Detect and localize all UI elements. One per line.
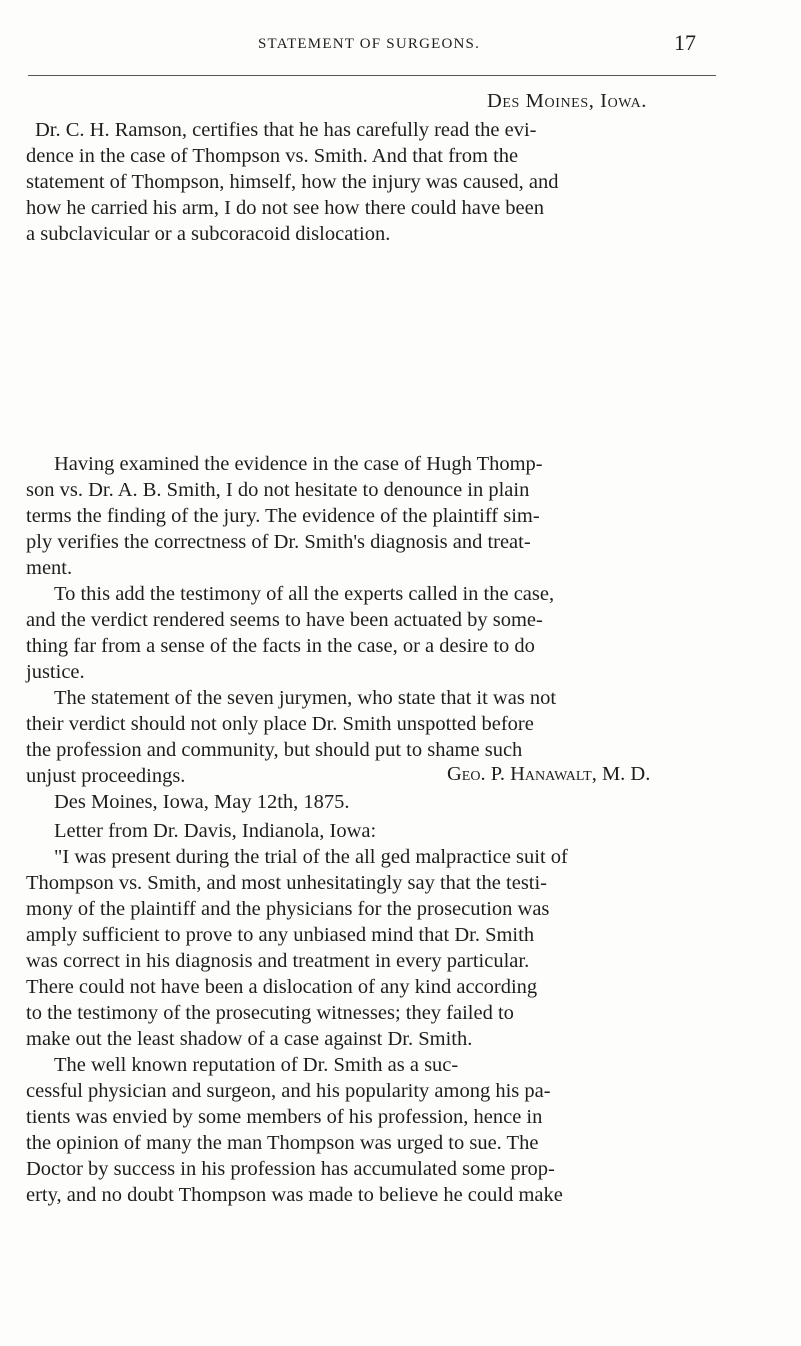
- paragraph-line: justice.: [26, 661, 85, 683]
- paragraph-line: their verdict should not only place Dr. Smith unspotted before: [26, 713, 534, 735]
- paragraph-line: Having examined the evidence in the case of Hugh Thomp-: [54, 453, 543, 475]
- paragraph-line: ply verifies the correctness of Dr. Smith's diagnosis and treat-: [26, 531, 531, 553]
- paragraph-line: thing far from a sense of the facts in the case, or a desire to do: [26, 635, 535, 657]
- paragraph-line: The well known reputation of Dr. Smith as a suc-: [54, 1054, 459, 1076]
- signature: Geo. P. Hanawalt, M. D.: [447, 763, 651, 785]
- hanawalt-statement: [26, 451, 718, 815]
- paragraph-line: To this add the testimony of all the experts called in the case,: [54, 583, 555, 605]
- paragraph-line: cessful physician and surgeon, and his popularity among his pa-: [26, 1080, 551, 1102]
- running-head: [0, 30, 801, 60]
- paragraph-line: Thompson vs. Smith, and most unhesitatingly say that the testi-: [26, 872, 548, 894]
- paragraph-line: the profession and community, but should put to shame such: [26, 739, 523, 761]
- paragraph-line: Dr. C. H. Ramson, certifies that he has carefully read the evi-: [35, 119, 537, 141]
- paragraph-line: erty, and no doubt Thompson was made to believe he could make: [26, 1184, 563, 1206]
- paragraph-line: and the verdict rendered seems to have been actuated by some-: [26, 609, 543, 631]
- paragraph-line: Doctor by success in his profession has accumulated some prop-: [26, 1158, 555, 1180]
- dateline: Des Moines, Iowa.: [487, 90, 648, 112]
- paragraph-line: There could not have been a dislocation of any kind according: [26, 976, 538, 998]
- paragraph-line: was correct in his diagnosis and treatment in every particular.: [26, 950, 530, 972]
- paragraph-line: the opinion of many the man Thompson was urged to sue. The: [26, 1132, 539, 1154]
- paragraph-line: a subclavicular or a subcoracoid dislocation.: [26, 223, 391, 245]
- paragraph-line: statement of Thompson, himself, how the injury was caused, and: [26, 171, 559, 193]
- paragraph-line: make out the least shadow of a case against Dr. Smith.: [26, 1028, 473, 1050]
- paragraph-line: mony of the plaintiff and the physicians for the prosecution was: [26, 898, 550, 920]
- paragraph-line: tients was envied by some members of his profession, hence in: [26, 1106, 543, 1128]
- paragraph-line: amply sufficient to prove to any unbiased mind that Dr. Smith: [26, 924, 535, 946]
- davis-letter: [26, 818, 718, 1208]
- paragraph-line: to the testimony of the prosecuting witnesses; they failed to: [26, 1002, 514, 1024]
- place-date: Des Moines, Iowa, May 12th, 1875.: [54, 791, 350, 813]
- paragraph-line: how he carried his arm, I do not see how there could have been: [26, 197, 545, 219]
- paragraph-line: The statement of the seven jurymen, who state that it was not: [54, 687, 557, 709]
- paragraph-line: ment.: [26, 557, 73, 579]
- running-title: STATEMENT OF SURGEONS.: [258, 36, 481, 52]
- paragraph-line: son vs. Dr. A. B. Smith, I do not hesitate to denounce in plain: [26, 479, 530, 501]
- page-number: 17: [674, 30, 696, 55]
- paragraph-line: dence in the case of Thompson vs. Smith. And that from the: [26, 145, 519, 167]
- paragraph-line: terms the finding of the jury. The evidence of the plaintiff sim-: [26, 505, 540, 527]
- ramson-statement: [26, 117, 718, 247]
- header-rule: [28, 75, 716, 76]
- letter-heading: Letter from Dr. Davis, Indianola, Iowa:: [54, 820, 377, 842]
- paragraph-line: unjust proceedings.: [26, 765, 186, 787]
- paragraph-line: "I was present during the trial of the all ged malpractice suit of: [54, 846, 568, 868]
